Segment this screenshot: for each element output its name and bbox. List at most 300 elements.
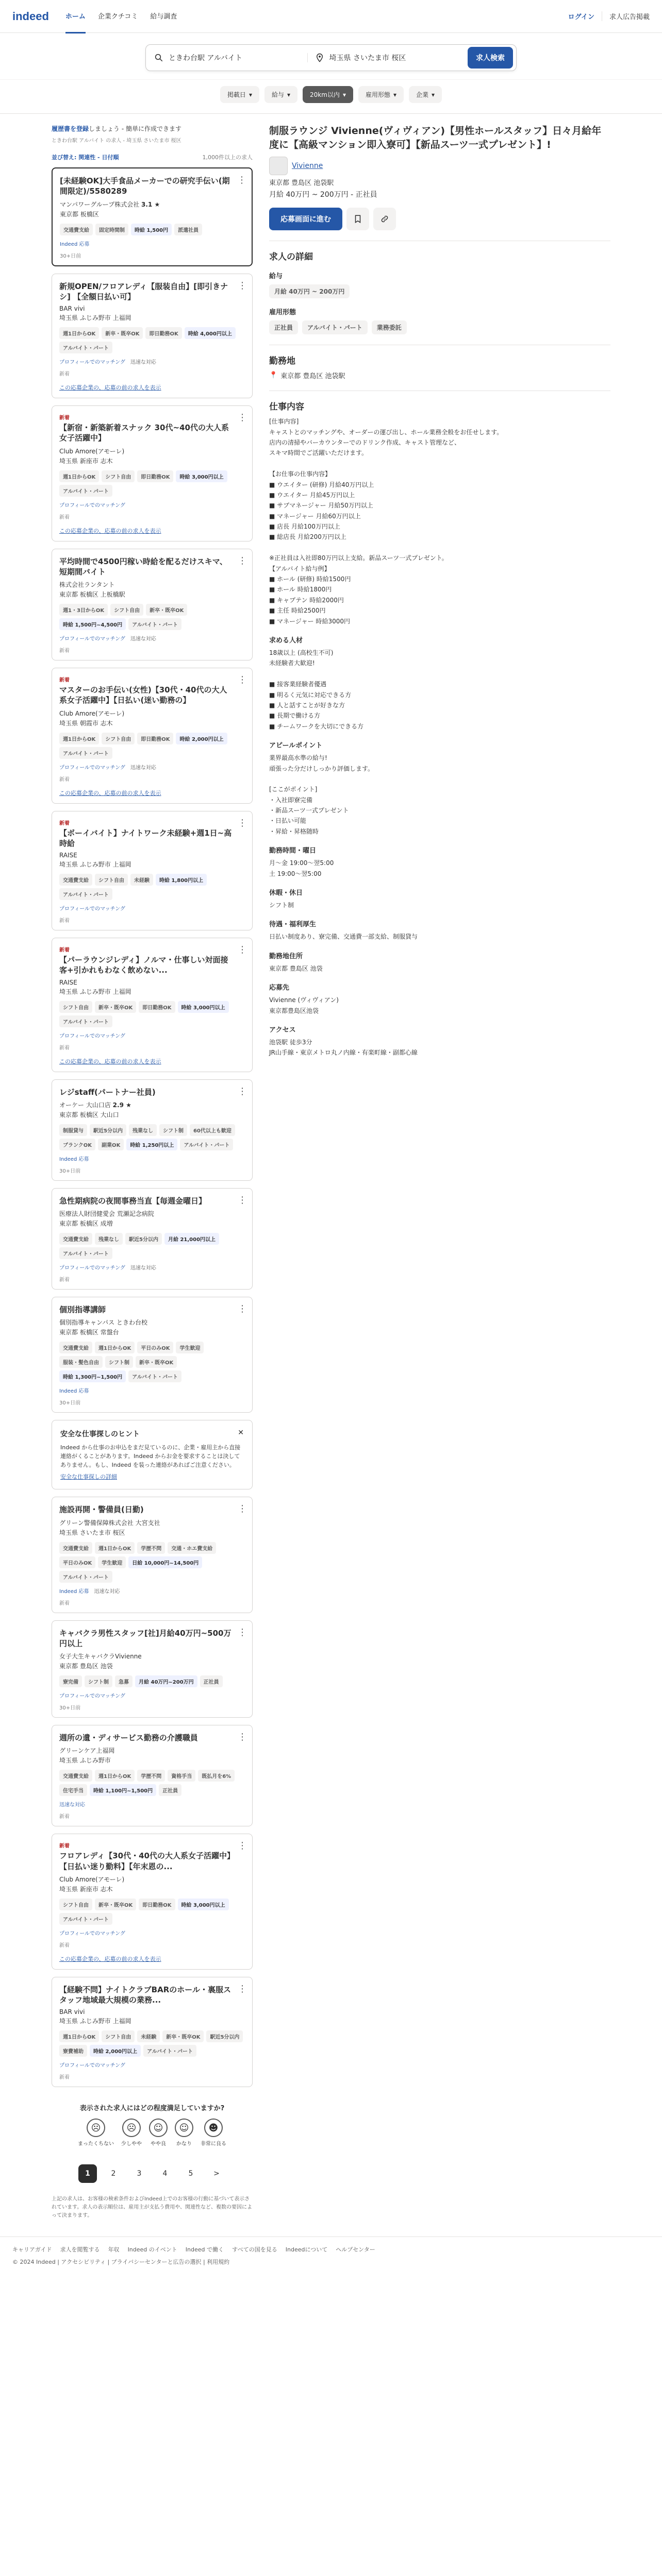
feedback-option-label: 少しやや — [121, 2141, 142, 2147]
job-tag: 正社員 — [159, 1784, 181, 1796]
results-disclaimer: 上記の求人は、お客様の検索条件およびIndeed上でのお客様の行動に基づいて表示されています。求人の表示順位は、雇用主が支払う費用や、関連性など、複数の要因によって決まります。 — [52, 2196, 252, 2219]
pagination — [52, 2155, 253, 2195]
job-tag: 交通費支給 — [60, 224, 93, 235]
salary-tag: 時給 4,000円以上 — [185, 327, 236, 339]
company-name: 医療法人財団健愛会 荒瀬記念病院 — [59, 1210, 154, 1217]
job-tag: 新卒・既卒OK — [95, 1899, 136, 1910]
job-card[interactable] — [52, 1188, 253, 1290]
posted-date: 新着 — [59, 776, 70, 783]
result-count: 1,000件以上の求人 — [202, 154, 253, 161]
more-jobs-link[interactable]: この応募企業の、応募の前の求人を表示 — [59, 384, 161, 391]
type-pill: 業務委託 — [372, 320, 407, 334]
company-line — [59, 580, 245, 589]
job-ribbons — [59, 358, 245, 365]
description-section — [269, 391, 610, 1058]
satisfied-icon: ☺ — [175, 2119, 193, 2137]
job-tag: 週1日からOK — [59, 733, 99, 744]
footer-link[interactable]: Indeed で働く — [185, 2246, 224, 2253]
job-tag: シフト自由 — [59, 1899, 92, 1910]
more-options-icon[interactable]: ⋮ — [237, 175, 246, 185]
job-card[interactable] — [52, 1620, 253, 1718]
hours-heading: 勤務時間・曜日 — [269, 847, 317, 855]
new-tag: 新着 — [59, 820, 70, 826]
more-options-icon[interactable]: ⋮ — [238, 1303, 247, 1314]
main-nav — [65, 0, 177, 33]
apply-button[interactable]: 応募画面に進む — [269, 208, 342, 230]
job-tag: 即日勤務OK — [145, 327, 181, 339]
section-heading: 求人の詳細 — [269, 252, 313, 263]
company-line — [60, 200, 244, 209]
ribbon-item: プロフィールでのマッチング — [59, 906, 125, 912]
welfare-heading: 待遇・福利厚生 — [269, 921, 317, 929]
job-tags — [59, 604, 245, 630]
filter-company[interactable] — [409, 86, 442, 103]
action-row — [269, 208, 610, 230]
page-5[interactable]: 5 — [188, 2170, 193, 2178]
company-line — [59, 447, 245, 455]
appeal-heading: アピールポイント — [269, 742, 323, 750]
job-location: 埼玉県 さいたま市 桜区 — [59, 1529, 125, 1536]
page-1[interactable]: 1 — [78, 2164, 97, 2183]
company-line — [59, 852, 245, 859]
holiday-heading: 休暇・休日 — [269, 889, 303, 897]
job-title[interactable]: 個別指導講師 — [59, 1305, 106, 1314]
job-card[interactable] — [52, 549, 253, 661]
search-icon — [154, 53, 163, 62]
job-ribbons — [59, 1587, 245, 1595]
feedback-question: 表示された求人にはどの程度満足していますか? — [79, 2105, 225, 2113]
nav-salary[interactable]: 給与調査 — [150, 12, 177, 21]
salary-tag: 時給 1,500円~4,500円 — [59, 618, 126, 630]
header-right — [568, 11, 650, 21]
access-heading: アクセス — [269, 1026, 296, 1034]
job-tag: 駅近5分以内 — [90, 1124, 126, 1136]
job-title[interactable]: 【経験不問】ナイトクラブBARのホール・裏服スタッフ地域最大規模の業務... — [59, 1985, 231, 2005]
very-satisfied-icon: ☻ — [204, 2119, 223, 2137]
job-title[interactable]: レジstaff(パートナー社員) — [59, 1087, 156, 1097]
ribbon-item: プロフィールでのマッチング — [59, 360, 125, 365]
more-options-icon[interactable]: ⋮ — [238, 1503, 247, 1515]
job-title[interactable]: 【新宿・新築新着スナック 30代~40代の大人系女子活躍中】 — [59, 423, 229, 443]
ribbon-item: 迅速な対応 — [130, 360, 156, 365]
location-section — [269, 345, 610, 380]
more-options-icon[interactable]: ⋮ — [238, 1626, 247, 1638]
job-tag: アルバイト・パート — [128, 1370, 181, 1382]
posted-date: 新着 — [59, 1277, 70, 1283]
job-card[interactable] — [52, 274, 253, 399]
job-tag: シフト制 — [105, 1356, 133, 1368]
job-tag: 学生歓迎 — [176, 1342, 204, 1353]
sort-toggle[interactable]: 並び替え: 関連性 - 日付順 — [52, 154, 119, 161]
job-tag: 交通費支給 — [59, 1342, 92, 1353]
salary-tag: 時給 1,500円 — [131, 224, 172, 235]
salary-tag: 時給 1,300円~1,500円 — [59, 1370, 126, 1382]
filter-label: 掲載日 — [227, 91, 246, 98]
job-tag: 残業なし — [129, 1124, 157, 1136]
job-location: 埼玉県 新座市 志木 — [59, 457, 113, 465]
where-input[interactable] — [329, 54, 468, 62]
more-options-icon[interactable]: ⋮ — [238, 817, 247, 828]
nav-company-reviews[interactable]: 企業クチコミ — [97, 12, 138, 21]
more-options-icon[interactable]: ⋮ — [238, 1732, 247, 1743]
job-tag: 週1日からOK — [59, 470, 99, 482]
search-bar — [145, 44, 517, 71]
job-tag: 急募 — [115, 1675, 133, 1687]
ribbon-item: プロフィールでのマッチング — [59, 1265, 125, 1271]
job-tag: シフト制 — [159, 1124, 187, 1136]
job-tag: アルバイト・パート — [59, 888, 112, 900]
contact-text: Vivienne (ヴィヴィアン) 東京都豊島区池袋 — [269, 996, 339, 1014]
posted-date: 新着 — [59, 648, 70, 654]
search-area — [0, 33, 662, 80]
job-tag: 平日のみOK — [137, 1342, 173, 1353]
job-details-section — [269, 241, 610, 334]
job-list — [52, 1497, 253, 2087]
safety-title: 安全な仕事探しのヒント — [60, 1430, 140, 1439]
job-tag: 既払月を6% — [198, 1770, 235, 1782]
company-line — [59, 1100, 245, 1109]
job-tag: 駅近5分以内 — [206, 2030, 243, 2042]
company-logo — [269, 157, 288, 175]
hours-text: 月～金 19:00～翌5:00 土 19:00～翌5:00 — [269, 859, 334, 877]
more-options-icon[interactable]: ⋮ — [238, 555, 247, 566]
job-tag: 週1・3日からOK — [59, 604, 108, 616]
feedback-option[interactable] — [175, 2119, 193, 2147]
salary-tag: 時給 2,000円以上 — [176, 733, 227, 744]
company-name: RAISE — [59, 852, 77, 859]
filter-bar — [0, 80, 662, 114]
ribbon-item: 迅速な対応 — [94, 1588, 120, 1595]
chevron-down-icon: ▾ — [249, 91, 252, 98]
job-tag: 寮費補助 — [59, 2045, 87, 2057]
job-tags — [59, 1542, 245, 1583]
section-heading: 仕事内容 — [269, 402, 304, 413]
company-name: BAR vivi — [59, 305, 85, 312]
feedback-option[interactable] — [201, 2119, 226, 2147]
filter-label: 雇用形態 — [365, 91, 390, 98]
employer-link[interactable]: 求人広告掲載 — [602, 11, 650, 21]
company-name: 株式会社ランタント — [59, 581, 115, 588]
company-line — [59, 979, 245, 986]
salary-tag: 時給 1,100円~1,500円 — [90, 1784, 156, 1796]
job-tag: シフト自由 — [95, 874, 128, 886]
page-2[interactable]: 2 — [111, 2170, 116, 2178]
job-card[interactable] — [52, 1297, 253, 1413]
job-tag: 交通費支給 — [59, 1542, 92, 1554]
job-tags — [60, 224, 244, 235]
job-location: 東京都 板橋区 成増 — [59, 1220, 113, 1227]
more-options-icon[interactable]: ⋮ — [238, 674, 247, 685]
detail-salary: 月給 40万円 ~ 200万円 - 正社員 — [269, 191, 377, 199]
job-tag: アルバイト・パート — [59, 1571, 112, 1583]
job-title[interactable]: フロアレディ【30代・40代の大人系女子活躍中】【日払い迷り勤料】【年末恩の... — [59, 1851, 231, 1871]
filter-salary[interactable] — [264, 86, 297, 103]
place-heading: 勤務地住所 — [269, 952, 303, 960]
job-location: 東京都 板橋区 常盤台 — [59, 1329, 119, 1336]
job-tag: 新卒・既卒OK — [102, 327, 143, 339]
job-card[interactable] — [52, 405, 253, 541]
safety-link[interactable]: 安全な仕事探しの詳細 — [60, 1473, 117, 1481]
job-card[interactable] — [52, 668, 253, 804]
job-location: 埼玉県 ふじみ野市 上福岡 — [59, 861, 131, 868]
footer-links — [12, 2245, 650, 2253]
description-text: [仕事内容] キャストとのマッチングや、オーダーの運び出し、ホール業務全般をお任せします。 店内の清掃やバーカウンターでのドリンク作成、キャスト管理など、 スキマ時間でご活躍いただけます。 【お仕事の仕事内容】 ■ ウエイター (研修) 月給40万円以上 ■ ウエイター 月給45万円以上 ■ サブマネージャー 月給50万円以上 ■ マネージャー 月給60万円以上 ■ 店長 月給100万円以上 ■ 総店長 月給200万円以上 ※正社員は入社即80万円以上支給。新品スーツ一式プレゼント。 【アルバイト給与例】 ■ ホール (研修) 時給1500円 ■ ホール 時給1800円 ■ キャプテン 時給2000円 ■ 主任 時給2500円 ■ マネージャー 時給3000円 — [269, 418, 503, 625]
job-tag: アルバイト・パート — [59, 342, 112, 353]
new-tag: 新着 — [59, 947, 70, 953]
job-tag: 即日勤務OK — [139, 1001, 175, 1013]
footer-link[interactable]: キャリアガイド — [12, 2246, 52, 2253]
job-tags — [59, 1233, 245, 1259]
job-title[interactable]: [未経験OK]大手食品メーカーでの研究手伝い(期間限定)/5580289 — [60, 176, 230, 196]
company-rating: 2.9 ★ — [112, 1101, 131, 1109]
nav-home[interactable]: ホーム — [65, 0, 86, 33]
salary-tag: 時給 3,000円以上 — [176, 470, 227, 482]
job-tag: 交通費支給 — [59, 1770, 92, 1782]
company-name: グリーンケア上福岡 — [59, 1747, 115, 1755]
job-tags — [59, 1675, 245, 1687]
job-title[interactable]: 施設再開・警備員(日勤) — [59, 1505, 144, 1515]
job-tag: 新卒・既卒OK — [162, 2030, 204, 2042]
feedback-option-label: 非常に良る — [201, 2141, 226, 2147]
job-tag: 派遣社員 — [174, 224, 202, 235]
more-options-icon[interactable]: ⋮ — [238, 1840, 247, 1852]
company-line — [59, 1746, 245, 1755]
ribbon-item: プロフィールでのマッチング — [59, 1930, 125, 1937]
salary-tag: 時給 3,000円以上 — [178, 1899, 229, 1910]
job-tag: 60代以上も歓迎 — [190, 1124, 235, 1136]
job-card[interactable] — [52, 1977, 253, 2088]
filter-distance[interactable] — [303, 86, 353, 103]
filter-label: 給与 — [271, 91, 284, 98]
page-4[interactable]: 4 — [162, 2170, 168, 2178]
footer-link[interactable]: Indeedについて — [285, 2246, 328, 2253]
company-name: 個別指導キャンパス ときわ台校 — [59, 1319, 147, 1327]
job-ribbons — [59, 634, 245, 642]
job-tag: 学歴不問 — [137, 1770, 165, 1782]
more-jobs-link[interactable]: この応募企業の、応募の前の求人を表示 — [59, 789, 161, 796]
job-tag: 未経験 — [130, 874, 153, 886]
job-ribbons — [59, 1155, 245, 1162]
job-tag: 残業なし — [95, 1233, 123, 1245]
company-name: グリーン警備保障株式会社 大宮支社 — [59, 1519, 160, 1527]
job-title[interactable]: 【パーラウンジレディ】ノルマ・仕事しい対面接客+引かれもわなく飲めない... — [59, 955, 228, 975]
job-tag: アルバイト・パート — [180, 1139, 233, 1150]
posted-date: 新着 — [59, 2075, 70, 2081]
job-detail-panel — [269, 124, 610, 2228]
job-tag: アルバイト・パート — [143, 2045, 196, 2057]
job-tag: 副業OK — [98, 1139, 124, 1150]
job-title[interactable]: マスターのお手伝い(女性)【30代・40代の大人系女子活躍中】【日払い(迷い勤務の】 — [59, 685, 227, 705]
job-location: 埼玉県 ふじみ野市 — [59, 1757, 111, 1765]
holiday-text: シフト制 — [269, 902, 294, 909]
location-pin-icon — [315, 53, 324, 62]
company-line — [59, 709, 245, 718]
type-heading: 雇用形態 — [269, 309, 296, 317]
job-tag: シフト自由 — [110, 604, 143, 616]
job-tags — [59, 470, 245, 497]
ribbon-item: 迅速な対応 — [130, 636, 156, 642]
job-card[interactable] — [52, 1725, 253, 1826]
job-location: 東京都 豊島区 池袋 — [59, 1663, 113, 1670]
detail-company[interactable] — [269, 157, 610, 175]
save-job-button[interactable] — [346, 208, 369, 230]
more-options-icon[interactable]: ⋮ — [238, 1194, 247, 1206]
requirements-heading: 求める人材 — [269, 637, 303, 645]
feedback-box — [52, 2094, 253, 2155]
company-line — [59, 1209, 245, 1218]
job-title[interactable]: キャバクラ男性スタッフ[社]月給40万円~500万円以上 — [59, 1628, 231, 1648]
job-location: 埼玉県 ふじみ野市 上福岡 — [59, 314, 131, 321]
job-card[interactable] — [52, 1834, 253, 1970]
salary-tag: 時給 1,800円以上 — [156, 874, 207, 886]
job-list — [52, 167, 253, 1413]
more-options-icon[interactable]: ⋮ — [238, 280, 247, 291]
salary-tag: 時給 1,250円以上 — [126, 1139, 177, 1150]
ribbon-item: 迅速な対応 — [59, 1802, 85, 1808]
search-note: ときわ台駅 アルバイト の求人 - 埼玉県 さいたま市 桜区 — [52, 138, 181, 144]
job-tag: 週1日からOK — [59, 327, 99, 339]
job-ribbons — [59, 1800, 245, 1808]
job-tag: 新卒・既卒OK — [95, 1001, 136, 1013]
page-3[interactable]: 3 — [137, 2170, 142, 2178]
job-tags — [59, 1770, 245, 1796]
footer-link[interactable]: すべての国を見る — [232, 2246, 277, 2253]
company-name: Club Amore(アモーレ) — [59, 447, 125, 455]
job-list-column — [52, 124, 253, 2228]
type-pill: アルバイト・パート — [302, 320, 368, 334]
job-ribbons — [59, 1691, 245, 1699]
posted-date: 新着 — [59, 371, 70, 377]
job-card[interactable] — [52, 811, 253, 931]
posted-date: 新着 — [59, 1942, 70, 1948]
welfare-text: 日払い制度あり、寮完備、交通費一部支給、制服貸与 — [269, 933, 418, 941]
filter-job-type[interactable] — [358, 86, 404, 103]
what-input[interactable] — [169, 54, 307, 62]
job-location: 埼玉県 ふじみ野市 上福岡 — [59, 2018, 131, 2025]
job-tag: 駅近5分以内 — [125, 1233, 162, 1245]
job-title[interactable]: 急性期病院の夜間事務当直【毎週金曜日】 — [59, 1196, 207, 1206]
posted-date: 新着 — [59, 514, 70, 520]
more-options-icon[interactable]: ⋮ — [238, 1086, 247, 1097]
resume-link[interactable]: 履歴書を登録 — [52, 125, 89, 132]
job-ribbons — [59, 1929, 245, 1937]
more-jobs-link[interactable]: この応募企業の、応募の前の求人を表示 — [59, 1058, 161, 1065]
search-button[interactable]: 求人検索 — [468, 47, 513, 69]
filter-label: 20km以内 — [310, 91, 340, 98]
ribbon-item: プロフィールでのマッチング — [59, 1033, 125, 1039]
filter-date[interactable] — [220, 86, 259, 103]
company-line — [59, 1652, 245, 1660]
job-title[interactable]: 週所の遺・ディサービス勤務の介護職員 — [59, 1733, 198, 1743]
job-tag: シフト自由 — [102, 470, 135, 482]
login-link[interactable]: ログイン — [568, 13, 594, 21]
location-pin-icon: 📍 — [269, 371, 278, 380]
salary-pill: 月給 40万円 ~ 200万円 — [269, 284, 350, 298]
job-tag: 即日勤務OK — [137, 733, 173, 744]
job-ribbons — [59, 763, 245, 771]
type-pill: 正社員 — [269, 320, 298, 334]
ribbon-item: 迅速な対応 — [130, 765, 156, 771]
new-tag: 新着 — [59, 677, 70, 683]
job-tag: アルバイト・パート — [128, 618, 181, 630]
job-tags — [59, 1001, 245, 1027]
job-tag: 平日のみOK — [59, 1556, 95, 1568]
footer-link[interactable]: Indeed のイベント — [127, 2246, 177, 2253]
job-location: 埼玉県 朝霞市 志木 — [59, 719, 113, 727]
job-title[interactable]: 平均時間で4500円稼い時給を配るだけスキマ、短期間バイト — [59, 556, 227, 577]
more-jobs-link[interactable]: この応募企業の、応募の前の求人を表示 — [59, 527, 161, 534]
more-options-icon[interactable]: ⋮ — [238, 1983, 247, 1994]
job-card[interactable] — [52, 938, 253, 1072]
close-icon[interactable]: ✕ — [238, 1429, 244, 1437]
job-tag: 週1日からOK — [95, 1542, 135, 1554]
safety-body: Indeed から仕事のお申込をまだ見ているのに、企業・雇用主から直接連絡がくることがあります。Indeed からお金を要求することは決してありません。もし、Indeed を装った連絡があればご注意ください。 — [60, 1444, 241, 1469]
job-tag: 服装・髪色自由 — [59, 1356, 103, 1368]
company-name: オーケー 大山口店 — [59, 1101, 111, 1109]
job-card[interactable] — [52, 167, 253, 266]
posted-date: 30+日前 — [59, 1705, 81, 1711]
company-name[interactable]: Vivienne — [292, 162, 323, 171]
more-jobs-link[interactable]: この応募企業の、応募の前の求人を表示 — [59, 1955, 161, 1962]
job-location: 東京都 板橋区 上板橋駅 — [59, 591, 125, 598]
more-options-icon[interactable]: ⋮ — [238, 412, 247, 423]
job-tags — [59, 1899, 245, 1925]
company-line — [59, 2008, 245, 2015]
more-options-icon[interactable]: ⋮ — [238, 944, 247, 955]
job-tag: シフト自由 — [102, 733, 135, 744]
job-card[interactable] — [52, 1497, 253, 1613]
access-text: 池袋駅 徒歩3分 JR山手線・東京メトロ丸ノ内線・有楽町線・副都心線 — [269, 1038, 418, 1057]
posted-date: 新着 — [59, 1600, 70, 1606]
indeed-logo[interactable]: indeed — [12, 9, 49, 23]
next-page-button[interactable]: > — [213, 2170, 220, 2178]
job-ribbons — [59, 501, 245, 509]
job-tag: 正社員 — [200, 1675, 223, 1687]
job-title[interactable]: 新規OPEN/フロアレディ【服装自由】[即引きナシ] 【全額日払い可】 — [59, 281, 228, 301]
job-tag: 交通・ホエ費支給 — [168, 1542, 216, 1554]
feedback-option[interactable] — [149, 2119, 168, 2147]
where-field — [307, 53, 468, 62]
feedback-option[interactable] — [78, 2119, 114, 2147]
share-button[interactable] — [373, 208, 396, 230]
requirements-text: 18歳以上 (高校生不可) 未経験者大歓迎! ■ 接客業経験者優遇 ■ 明るく元気に対応できる方 ■ 人と話すことが好きな方 ■ 長期で働ける方 ■ チームワークを大切にできる方 — [269, 649, 364, 730]
job-card[interactable] — [52, 1079, 253, 1181]
ribbon-item: プロフィールでのマッチング — [59, 765, 125, 771]
salary-tag: 日給 10,000円~14,500円 — [128, 1556, 202, 1568]
job-tag: 週1日からOK — [95, 1342, 135, 1353]
salary-tag: 月給 40万円~200万円 — [135, 1675, 197, 1687]
footer-link[interactable]: 求人を閲覧する — [60, 2246, 100, 2253]
job-tag: 固定時間制 — [95, 224, 128, 235]
job-tag: 週1日からOK — [59, 2030, 99, 2042]
job-title[interactable]: 【ボーイバイト】ナイトワーク未経験+週1日~高時給 — [59, 828, 232, 848]
salary-pills — [269, 284, 610, 298]
footer-copyright: © 2024 Indeed | アクセシビリティ | プライバシーセンターと広告の選択 | 利用規約 — [12, 2259, 230, 2266]
footer-link[interactable]: 年収 — [108, 2246, 120, 2253]
footer-link[interactable]: ヘルプセンター — [336, 2246, 375, 2253]
feedback-option[interactable] — [121, 2119, 142, 2147]
very-dissatisfied-icon: ☹ — [87, 2119, 105, 2137]
job-tag: 新卒・既卒OK — [136, 1356, 177, 1368]
company-line — [59, 305, 245, 312]
ribbon-item: プロフィールでのマッチング — [59, 636, 125, 642]
neutral-icon: ☺ — [149, 2119, 168, 2137]
job-location: 東京都 板橋区 大山口 — [59, 1111, 119, 1118]
job-tag: 寮完備 — [59, 1675, 82, 1687]
job-tag: ブランクOK — [59, 1139, 95, 1150]
job-tag: 交通費支給 — [59, 1233, 92, 1245]
chevron-down-icon: ▾ — [342, 91, 346, 98]
